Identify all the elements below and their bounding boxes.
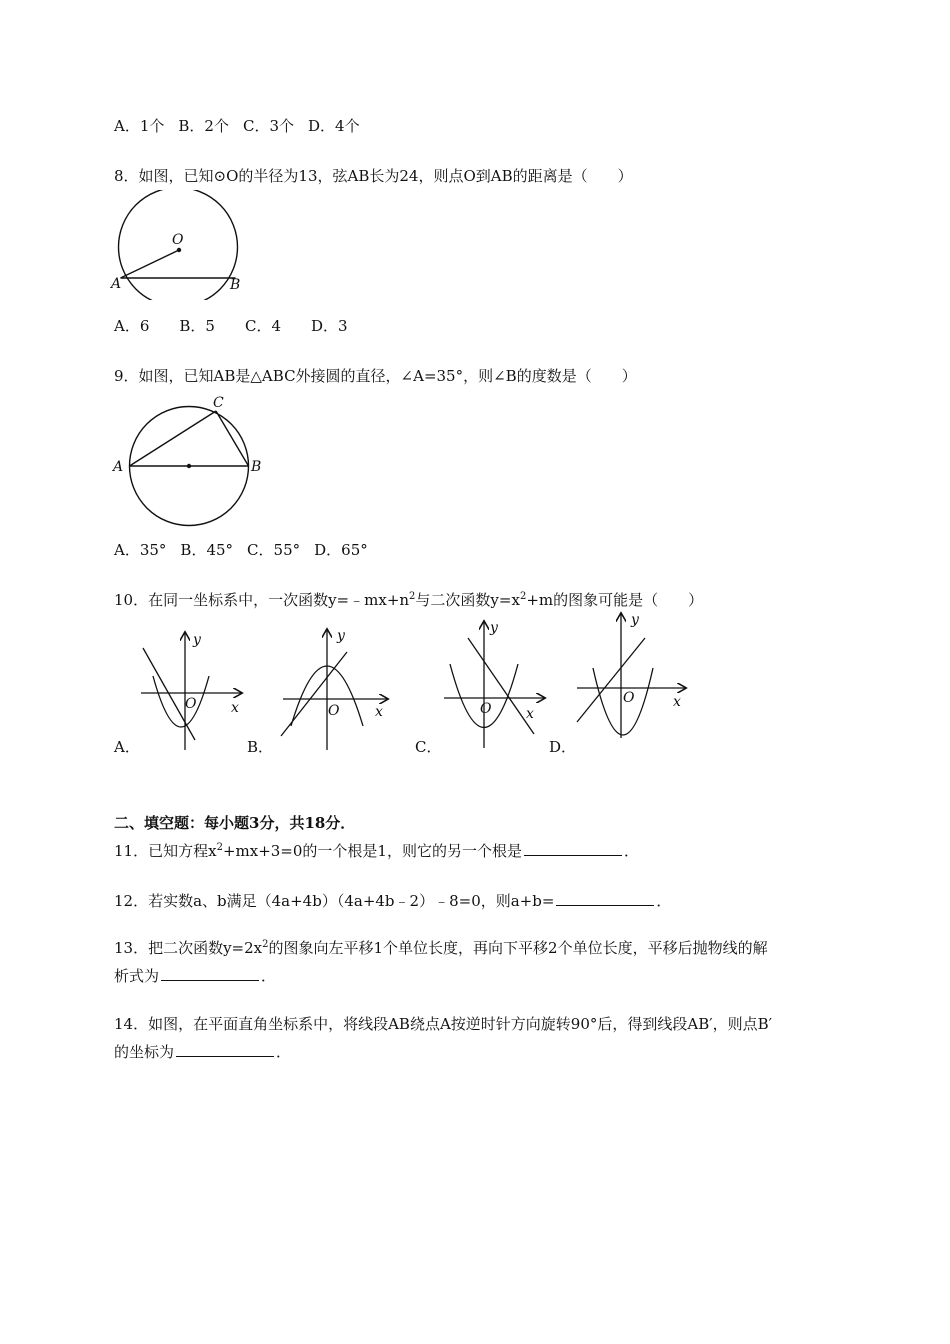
q9-center-dot (187, 464, 191, 468)
q9-option-a: A．35° (114, 541, 167, 559)
q9-stem: 9．如图，已知AB是△ABC外接圆的直径，∠A=35°，则∠B的度数是（ ） (114, 367, 637, 385)
q11-line (114, 839, 639, 861)
q10b-line (281, 652, 347, 736)
q8-circle-figure (108, 190, 248, 300)
q13-answer-blank[interactable] (161, 964, 259, 981)
q10c-label-y: y (490, 620, 498, 636)
q10-graph-label-d: D． (549, 738, 577, 756)
q10-graph-d (573, 610, 688, 740)
q11-answer-blank[interactable] (524, 839, 622, 856)
q14-line2 (114, 1040, 291, 1062)
q10-stem-sup1: 2 (409, 591, 416, 602)
q10-graph-a (135, 628, 250, 753)
q12-line (114, 889, 671, 911)
q10-stem-pre: 10．在同一坐标系中，一次函数y=﹣mx+n (114, 591, 410, 609)
q13-end: ． (261, 967, 277, 985)
q14-line1: 14．如图，在平面直角坐标系中，将线段AB绕点A按逆时针方向旋转90°后，得到线段AB′，则点B′ (114, 1015, 773, 1033)
q10-stem-post: +m的图象可能是（ ） (526, 591, 704, 609)
q14-answer-blank[interactable] (176, 1040, 274, 1057)
q10c-label-o: O (480, 701, 492, 717)
q8-label-b: B (230, 277, 241, 293)
q7-options (114, 116, 360, 136)
q10-graph-b (275, 626, 395, 753)
q13-line2-text: 析式为 (114, 967, 160, 985)
q9-label-c: C (213, 395, 224, 411)
q8-radius-oa (121, 250, 180, 278)
q12-end: ． (656, 892, 672, 910)
q12-pre: 12．若实数a、b满足（4a+4b）（4a+4b﹣2）﹣8=0，则a+b= (114, 892, 555, 910)
q8-label-a: A (111, 276, 122, 292)
q10a-line (143, 648, 195, 740)
q12-answer-blank[interactable] (556, 889, 654, 906)
q10b-label-o: O (328, 703, 340, 719)
q10d-line (577, 638, 645, 722)
q7-option-b: B．2个 (178, 117, 229, 135)
q9-chord-ac (130, 411, 217, 466)
q9-label-a: A (113, 459, 124, 475)
q9-option-c: C．55° (247, 541, 301, 559)
q8-option-c: C．4 (244, 317, 281, 335)
q11-post: +mx+3=0的一个根是1，则它的另一个根是 (222, 842, 522, 860)
q10c-line (468, 638, 534, 734)
q11-end: ． (623, 842, 639, 860)
q7-option-d: D．4个 (308, 117, 360, 135)
q8-center-dot (177, 248, 181, 252)
q8-label-o: O (172, 232, 184, 248)
q13-line2 (114, 964, 276, 986)
q11-sup: 2 (216, 842, 223, 853)
q9-chord-bc (216, 411, 249, 466)
q10b-label-x: x (375, 704, 383, 720)
q11-pre: 11．已知方程x (114, 842, 217, 860)
q10-stem-sup2: 2 (519, 591, 527, 602)
q13-pre: 13．把二次函数y=2x (114, 939, 263, 957)
q10d-label-o: O (623, 690, 635, 706)
q14-line2-text: 的坐标为 (114, 1043, 175, 1061)
q10a-label-y: y (193, 632, 201, 648)
q7-option-a: A．1个 (114, 117, 165, 135)
q9-option-b: B．45° (180, 541, 234, 559)
q10a-parabola (153, 676, 209, 727)
q13-post: 的图象向左平移1个单位长度，再向下平移2个单位长度，平移后抛物线的解 (268, 939, 768, 957)
q9-circle-figure (108, 390, 268, 530)
section2-heading: 二、填空题：每小题3分，共18分． (114, 814, 356, 832)
q8-option-b: B．5 (179, 317, 215, 335)
q8-options (114, 316, 348, 336)
q10d-label-y: y (631, 612, 639, 628)
q10c-label-x: x (526, 706, 534, 722)
q8-option-a: A．6 (114, 317, 150, 335)
q7-option-c: C．3个 (242, 117, 294, 135)
q10-graph-label-b: B． (247, 738, 274, 756)
q10a-label-x: x (231, 700, 239, 716)
q13-line1 (114, 938, 768, 958)
q10-stem (114, 590, 703, 610)
q9-option-d: D．65° (314, 541, 368, 559)
q10-graph-c (440, 616, 550, 751)
q8-stem: 8．如图，已知⊙O的半径为13，弦AB长为24，则点O到AB的距离是（ ） (114, 167, 633, 185)
q10-graph-label-c: C． (415, 738, 442, 756)
q10a-label-o: O (185, 696, 197, 712)
q8-option-d: D．3 (311, 317, 348, 335)
q10-stem-mid: 与二次函数y=x (415, 591, 520, 609)
q13-sup: 2 (262, 939, 269, 950)
q10-graph-label-a: A． (114, 738, 140, 756)
q14-end: ． (276, 1043, 292, 1061)
q10b-label-y: y (337, 628, 345, 644)
q9-options (114, 540, 368, 560)
q9-label-b: B (251, 459, 262, 475)
q10d-label-x: x (673, 694, 681, 710)
